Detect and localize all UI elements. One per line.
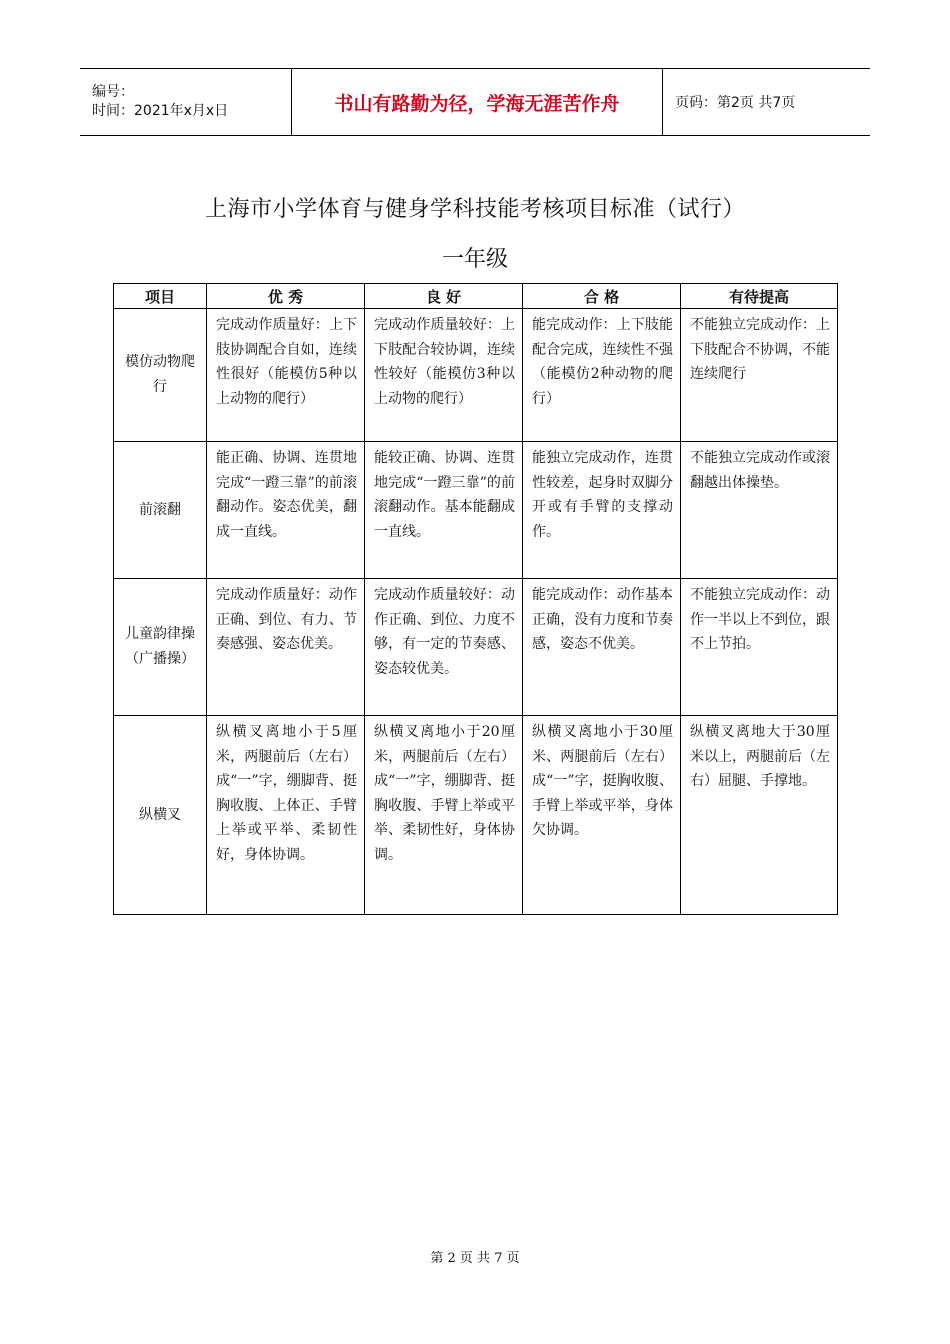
- table-header-row: [114, 284, 838, 309]
- standards-table: [113, 283, 838, 915]
- good-cell: 纵横叉离地小于20厘米，两腿前后（左右）成“一”字，绷脚背、挺胸收腹、手臂上举或平举、柔韧性好，身体协调。: [365, 716, 523, 915]
- improve-cell: 纵横叉离地大于30厘米以上，两腿前后（左右）屈腿、手撑地。: [681, 716, 838, 915]
- header-motto: 书山有路勤为径，学海无涯苦作舟: [292, 69, 663, 136]
- header-page-info: 页码：第2页 共7页: [675, 95, 796, 111]
- excellent-cell: 完成动作质量好：动作正确、到位、有力、节奏感强、姿态优美。: [207, 579, 365, 716]
- improve-cell: 不能独立完成动作：动作一半以上不到位，跟不上节拍。: [681, 579, 838, 716]
- column-header-item: 项目: [114, 284, 207, 309]
- excellent-cell: 纵横叉离地小于5厘米，两腿前后（左右）成“一”字，绷脚背、挺胸收腹、上体正、手臂上举或平举、柔韧性好，身体协调。: [207, 716, 365, 915]
- column-header-improve: 有待提高: [681, 284, 838, 309]
- header-meta: [80, 69, 292, 136]
- pass-cell: 能完成动作：上下肢能配合完成，连续性不强（能模仿2种动物的爬行）: [523, 309, 681, 442]
- item-cell: 纵横叉: [114, 716, 207, 915]
- grade-heading: 一年级: [441, 247, 508, 272]
- pass-cell: 能独立完成动作，连贯性较差，起身时双脚分开或有手臂的支撑动作。: [523, 442, 681, 579]
- page-footer: 第 2 页 共 7 页: [430, 1251, 520, 1266]
- column-header-good: 良 好: [365, 284, 523, 309]
- improve-cell: 不能独立完成动作或滚翻越出体操垫。: [681, 442, 838, 579]
- improve-cell: 不能独立完成动作：上下肢配合不协调，不能连续爬行: [681, 309, 838, 442]
- document-title: 上海市小学体育与健身学科技能考核项目标准（试行）: [204, 197, 745, 222]
- pass-cell: 纵横叉离地小于30厘米、两腿前后（左右）成“一”字，挺胸收腹、手臂上举或平举，身体欠协调。: [523, 716, 681, 915]
- document-number-label: 编号：: [92, 84, 134, 100]
- item-cell: 前滚翻: [114, 442, 207, 579]
- table-row: [114, 716, 838, 915]
- excellent-cell: 完成动作质量好：上下肢协调配合自如，连续性很好（能模仿5种以上动物的爬行）: [207, 309, 365, 442]
- document-date: 时间：2021年x月x日: [92, 103, 229, 119]
- item-cell: 儿童韵律操（广播操）: [114, 579, 207, 716]
- item-cell: 模仿动物爬行: [114, 309, 207, 442]
- column-header-pass: 合 格: [523, 284, 681, 309]
- table-row: [114, 309, 838, 442]
- excellent-cell: 能正确、协调、连贯地完成“一蹬三靠”的前滚翻动作。姿态优美，翻成一直线。: [207, 442, 365, 579]
- good-cell: 完成动作质量较好：上下肢配合较协调，连续性较好（能模仿3种以上动物的爬行）: [365, 309, 523, 442]
- good-cell: 完成动作质量较好：动作正确、到位、力度不够，有一定的节奏感、姿态较优美。: [365, 579, 523, 716]
- page-header: [80, 68, 870, 136]
- table-row: [114, 442, 838, 579]
- good-cell: 能较正确、协调、连贯地完成“一蹬三靠”的前滚翻动作。基本能翻成一直线。: [365, 442, 523, 579]
- column-header-excellent: 优 秀: [207, 284, 365, 309]
- table-row: [114, 579, 838, 716]
- pass-cell: 能完成动作：动作基本正确，没有力度和节奏感，姿态不优美。: [523, 579, 681, 716]
